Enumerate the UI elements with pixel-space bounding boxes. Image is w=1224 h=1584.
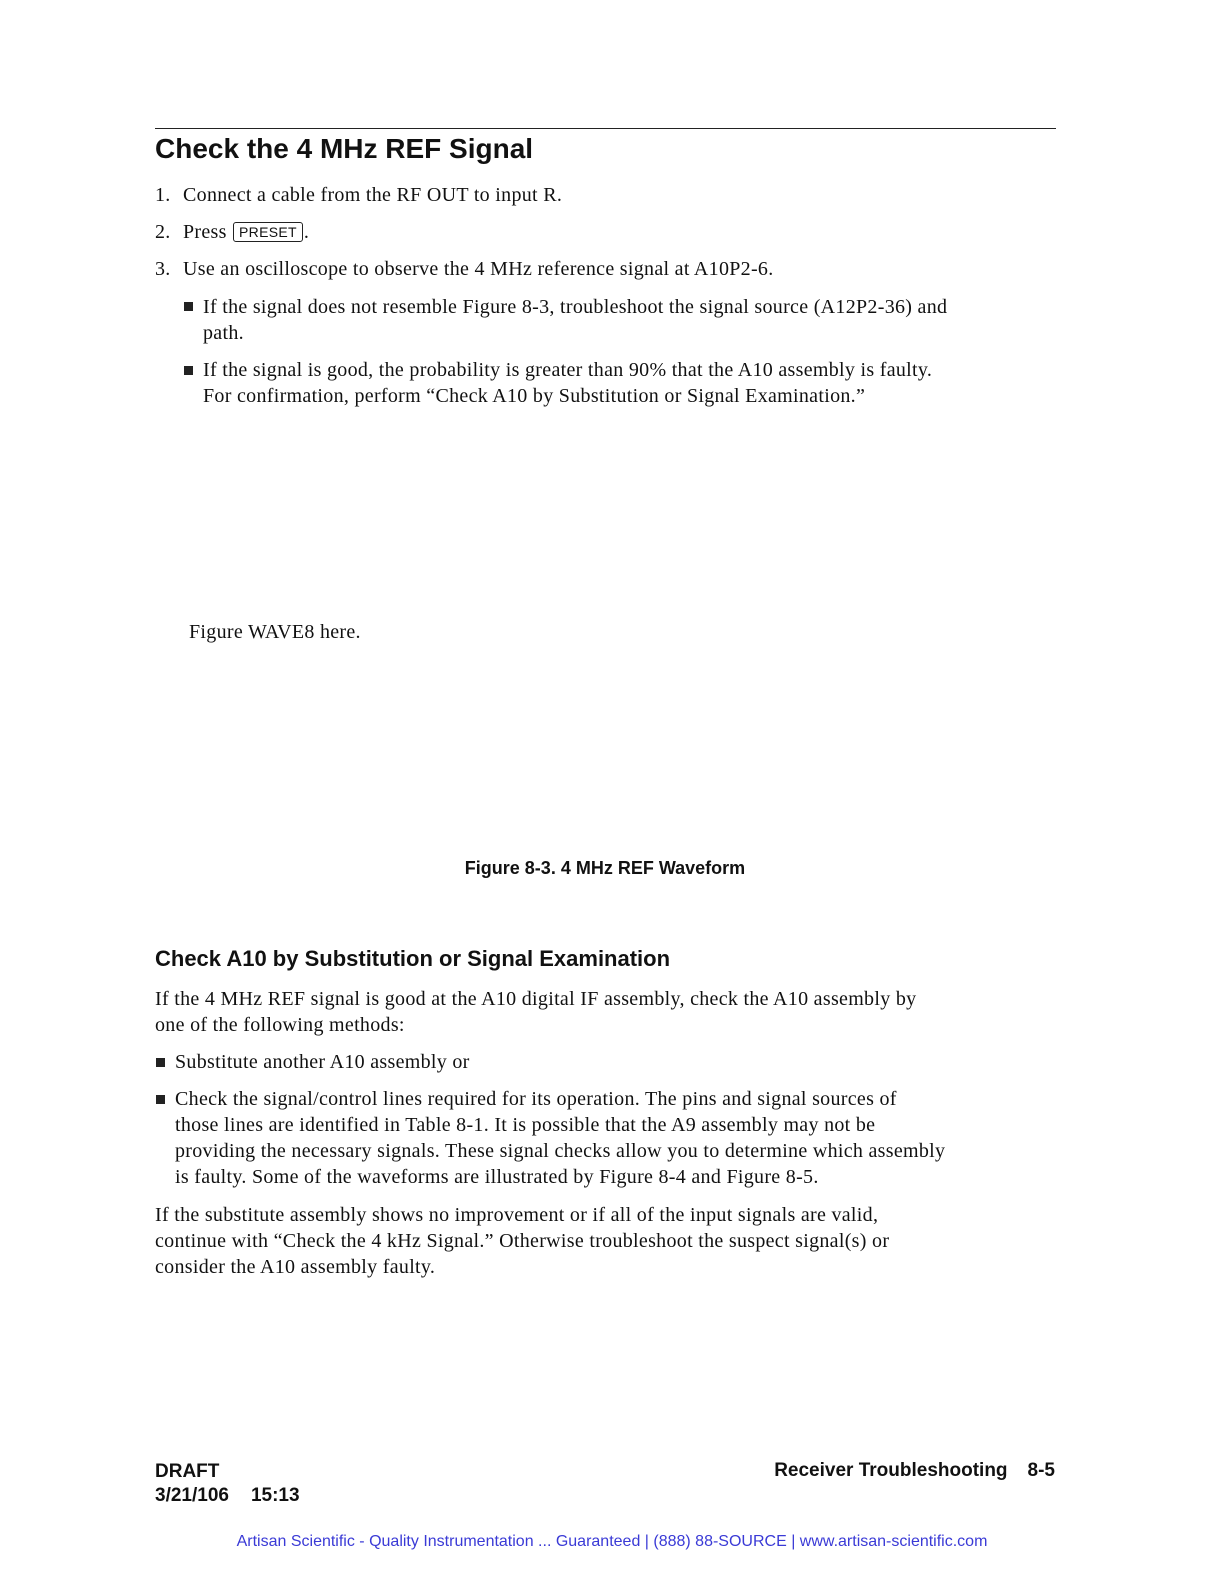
bullet-icon bbox=[156, 1095, 165, 1104]
top-rule bbox=[155, 128, 1056, 129]
bullet-icon bbox=[156, 1058, 165, 1067]
subsection-title: Check A10 by Substitution or Signal Examination bbox=[155, 946, 671, 971]
bullet-line: If the signal is good, the probability is greater than 90% that the A10 assembly is faulty. bbox=[203, 359, 933, 381]
step-text-prefix: Press bbox=[183, 221, 227, 243]
paragraph-line: If the 4 MHz REF signal is good at the A10 digital IF assembly, check the A10 assembly by bbox=[155, 988, 917, 1010]
footer-left bbox=[155, 1460, 300, 1508]
footer-datetime bbox=[155, 1484, 300, 1508]
figure-caption: Figure 8-3. 4 MHz REF Waveform bbox=[464, 858, 746, 878]
paragraph-line: consider the A10 assembly faulty. bbox=[155, 1256, 436, 1278]
bullet-line: those lines are identified in Table 8-1. It is possible that the A9 assembly may not be bbox=[175, 1114, 876, 1136]
footer-time: 15:13 bbox=[250, 1485, 300, 1506]
step-number: 1. bbox=[155, 184, 171, 206]
step-text bbox=[183, 219, 309, 245]
preset-key: PRESET bbox=[233, 222, 303, 242]
intro-paragraph bbox=[155, 986, 916, 1038]
bullet-line: Check the signal/control lines required for its operation. The pins and signal sources of bbox=[175, 1088, 897, 1110]
draft-label: DRAFT bbox=[155, 1461, 220, 1482]
page-number: 8-5 bbox=[1027, 1460, 1055, 1481]
bullet-line: For confirmation, perform “Check A10 by Substitution or Signal Examination.” bbox=[203, 385, 866, 407]
closing-paragraph bbox=[155, 1202, 889, 1280]
bullet-line: If the signal does not resemble Figure 8-3, troubleshoot the signal source (A12P2-36) and bbox=[203, 296, 948, 318]
step-text: Use an oscilloscope to observe the 4 MHz reference signal at A10P2-6. bbox=[183, 258, 774, 280]
bullet-line: path. bbox=[203, 322, 244, 344]
bullet-line: is faulty. Some of the waveforms are illustrated by Figure 8-4 and Figure 8-5. bbox=[175, 1166, 819, 1188]
step-text: Connect a cable from the RF OUT to input R. bbox=[183, 184, 563, 206]
step-number: 3. bbox=[155, 258, 171, 280]
bullet-text bbox=[175, 1049, 470, 1075]
bullet-line: providing the necessary signals. These signal checks allow you to determine which assembly bbox=[175, 1140, 946, 1162]
bullet-icon bbox=[184, 366, 193, 375]
vendor-banner-link[interactable]: Artisan Scientific - Quality Instrumentation ... Guaranteed | (888) 88-SOURCE | www.artisan-scientific.com bbox=[236, 1533, 988, 1550]
section-title: Check the 4 MHz REF Signal bbox=[155, 133, 534, 164]
bullet-text bbox=[203, 294, 947, 346]
footer-date: 3/21/106 bbox=[155, 1485, 229, 1506]
figure-placeholder: Figure WAVE8 here. bbox=[189, 621, 361, 643]
footer-right bbox=[774, 1460, 1055, 1482]
step-text-suffix: . bbox=[303, 221, 310, 243]
chapter-title: Receiver Troubleshooting bbox=[774, 1460, 1008, 1481]
paragraph-line: continue with “Check the 4 kHz Signal.” Otherwise troubleshoot the suspect signal(s) or bbox=[155, 1230, 890, 1252]
bullet-line: Substitute another A10 assembly or bbox=[175, 1051, 470, 1073]
paragraph-line: one of the following methods: bbox=[155, 1014, 405, 1036]
bullet-text bbox=[175, 1086, 945, 1190]
bullet-icon bbox=[184, 302, 193, 311]
step-number: 2. bbox=[155, 221, 171, 243]
bullet-text bbox=[203, 357, 932, 409]
paragraph-line: If the substitute assembly shows no improvement or if all of the input signals are valid, bbox=[155, 1204, 879, 1226]
